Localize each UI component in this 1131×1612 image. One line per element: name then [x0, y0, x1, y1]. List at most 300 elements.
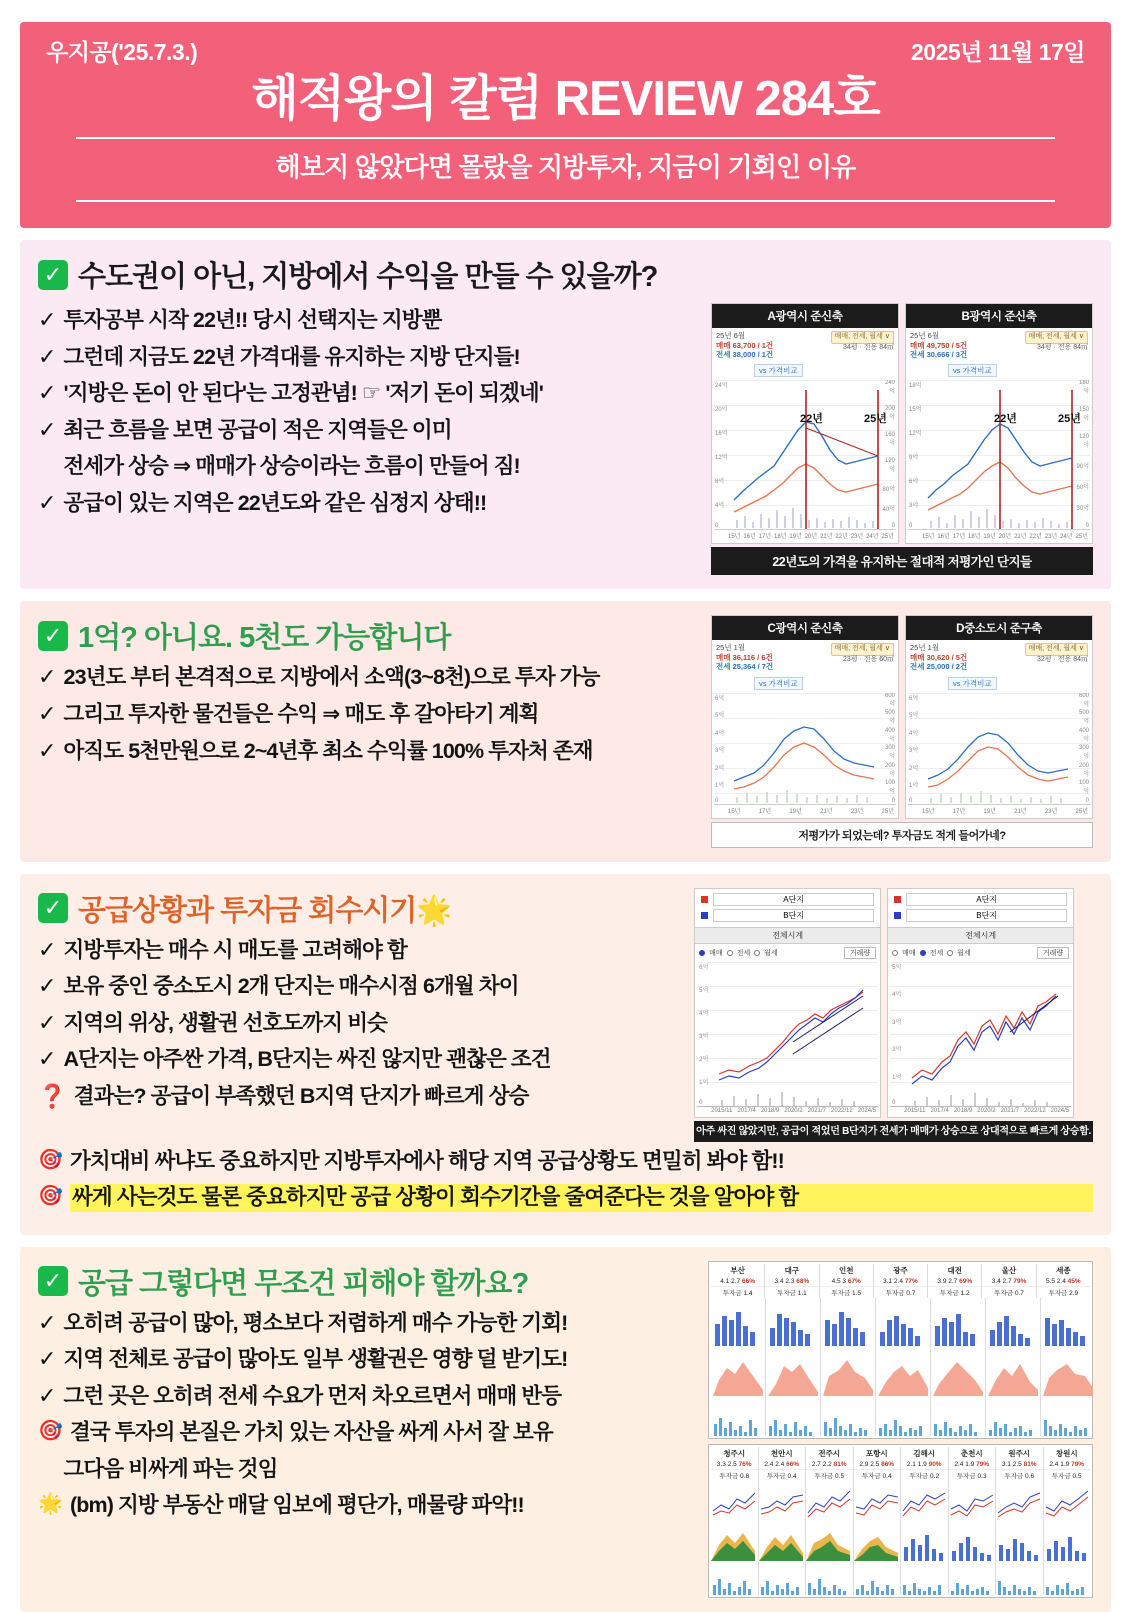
invest-value: 투자금 0.7: [982, 1286, 1035, 1298]
mini-line-chart: [996, 1481, 1043, 1521]
header-author: 우지공('25.7.3.): [46, 39, 198, 65]
mini-bar-chart-small: [931, 1396, 985, 1436]
check-mark-icon: ✓: [38, 1009, 56, 1035]
metric-values: 2.4 1.9 79%: [1049, 1460, 1085, 1468]
mini-area-chart: [986, 1350, 1040, 1396]
chart-y-axis-left: 6억 5억 4억 3억 2억 1억 0: [715, 695, 725, 804]
section-1-bullets: [38, 303, 701, 575]
section-1-header: [38, 254, 1093, 295]
mini-bar-chart: [876, 1298, 930, 1350]
chart-meta-sale: 매매 36,116 / 6건: [716, 652, 773, 662]
mini-bar-chart-small: [901, 1521, 948, 1561]
list-item-text: (bm) 지방 부동산 매달 임보에 평단가, 매물량 파악!!: [70, 1493, 524, 1518]
chart-meta: [712, 640, 898, 672]
star-icon: 🌟: [38, 1493, 63, 1516]
section-4-body: [38, 1261, 1093, 1598]
list-item-text: A단지는 아주싼 가격, B단지는 싸진 않지만 괜찮은 조건: [63, 1047, 551, 1072]
section-3-header: [38, 888, 684, 929]
section-2: [20, 601, 1111, 861]
chart-compare-tag[interactable]: vs 가격비교: [948, 677, 997, 690]
metric-values: 2.4 2.4 66%: [764, 1460, 800, 1468]
list-item: [38, 417, 701, 445]
radio-jeonse[interactable]: [920, 950, 926, 956]
list-item-text: 공급이 있는 지역은 22년도와 같은 심정지 상태!!: [63, 490, 487, 515]
section-2-header: [38, 615, 701, 656]
mini-bar-chart-small: [806, 1561, 853, 1595]
list-item: [38, 1492, 698, 1520]
metric-values: 3.4 2.7 79%: [991, 1277, 1027, 1285]
chart-title: A광역시 준신축: [712, 304, 898, 328]
list-item: [38, 937, 684, 965]
mini-area-chart: [821, 1350, 875, 1396]
legend-label-a: A단지: [713, 893, 874, 906]
chart-plot: [890, 962, 1071, 1107]
chart-y-axis-left: 6억 5억 4억 3억 2억 1억 0: [909, 695, 919, 804]
chart-filter-dropdown[interactable]: 매매, 전세, 월세 ∨: [831, 331, 894, 344]
section-3-chart-caption: 아주 싸진 않았지만, 공급이 적었던 B단지가 전세가 매매가 상승으로 상대적으로 빠르게 상승함.: [694, 1121, 1093, 1142]
city-label: 춘천시: [960, 1448, 983, 1458]
mini-area-chart: [766, 1350, 820, 1396]
invest-value: 투자금 1.5: [820, 1286, 873, 1298]
radio-label-wolse: 월세: [764, 949, 778, 957]
city-label: 대전: [947, 1265, 963, 1275]
chart-x-axis: 2015/11 2017/4 2018/9 2020/2 2021/7 2022/12 2024/5: [904, 1107, 1070, 1114]
list-item-text: 그리고 투자한 물건들은 수익 ⇒ 매도 후 갈아타기 계획: [63, 701, 539, 726]
svg-text:22년: 22년: [800, 413, 823, 426]
list-item-text: 그런 곳은 오히려 전세 수요가 먼저 차오르면서 매매 반등: [63, 1383, 562, 1408]
check-mark-icon: ✓: [38, 343, 56, 369]
chart-y-axis: 5억 4억 3억 2억 1억 0: [892, 964, 902, 1106]
list-item: [38, 453, 701, 481]
city-label: 김해시: [913, 1448, 936, 1458]
radio-wolse[interactable]: [947, 950, 953, 956]
mini-area-chart: [931, 1350, 985, 1396]
metric-values: 2.7 2.2 81%: [811, 1460, 847, 1468]
legend-color-b: [701, 912, 708, 919]
mini-bar-chart-small: [1044, 1521, 1091, 1561]
chart-lines: [697, 962, 884, 1107]
chart-card-a: [711, 303, 899, 544]
chart-area-label: 34평 · 전용 84㎡: [842, 344, 894, 352]
mini-bar-chart: [931, 1298, 985, 1350]
list-item-text: 전세가 상승 ⇒ 매매가 상승이라는 흐름이 만들어 짐!: [63, 454, 520, 479]
section-3-title: 공급상황과 투자금 회수시기🌟: [78, 894, 452, 927]
section-4-title: 공급 그렇다면 무조건 피해야 할까요?: [78, 1267, 529, 1300]
chart-y-axis-left: 18억 15억 12억 9억 6억 3억 0: [909, 383, 922, 530]
list-item: [38, 1346, 698, 1374]
list-item-text: '지방은 돈이 안 된다'는 고정관념! ☞ '저기 돈이 되겠네': [63, 381, 544, 406]
chart-lines: [890, 962, 1077, 1107]
radio-label-sale: 매매: [902, 949, 916, 957]
check-mark-icon: ✓: [38, 416, 56, 442]
list-item-text: 오히려 공급이 많아, 평소보다 저렴하게 매수 가능한 기회!: [63, 1310, 568, 1335]
grid-row-line: [711, 1481, 1090, 1521]
chart-period-band[interactable]: 전체시계: [888, 927, 1073, 944]
chart-compare-tag[interactable]: vs 가격비교: [754, 677, 803, 690]
list-item: [38, 490, 701, 518]
list-item-text: 23년도 부터 본격적으로 지방에서 소액(3~8천)으로 투자 가능: [63, 665, 600, 690]
section-2-body: [38, 615, 1093, 847]
section-3-body: [38, 888, 1093, 1142]
city-label: 광주: [893, 1265, 908, 1275]
mini-bar-chart-small: [901, 1561, 948, 1595]
volume-toggle[interactable]: 거래량: [844, 947, 876, 959]
chart-area-label: 23평 · 전용 60㎡: [842, 656, 894, 664]
check-mark-icon: ✓: [38, 936, 56, 962]
list-item: [38, 664, 701, 692]
chart-filter-dropdown[interactable]: 매매, 전세, 월세 ∨: [831, 643, 894, 656]
invest-value: 투자금 0.6: [996, 1469, 1043, 1481]
chart-y-axis-left: 24억 20억 16억 12억 8억 4억 0: [715, 383, 728, 530]
city-label: 대구: [784, 1265, 800, 1275]
svg-text:25년: 25년: [864, 413, 887, 426]
metric-values: 3.3 2.5 76%: [716, 1460, 752, 1468]
mini-bar-chart-small: [876, 1396, 930, 1436]
list-item-text: 결과는? 공급이 부족했던 B지역 단지가 빠르게 상승: [73, 1083, 529, 1108]
mini-bar-chart-small: [986, 1396, 1040, 1436]
mini-bar-chart: [711, 1298, 765, 1350]
list-item-text: 가치대비 싸냐도 중요하지만 지방투자에사 해당 지역 공급상황도 면밀히 봐야 함!!: [70, 1148, 784, 1173]
mini-line-chart: [1044, 1481, 1091, 1521]
list-item: [38, 1310, 698, 1338]
chart-title: C광역시 준신축: [712, 616, 898, 640]
metric-values: 3.4 2.3 68%: [774, 1277, 810, 1285]
mini-area-chart: [876, 1350, 930, 1396]
section-3-charts: [694, 888, 1093, 1142]
check-mark-icon: ✓: [38, 1309, 56, 1335]
list-item: [38, 307, 701, 335]
mini-bar-chart-small: [1041, 1396, 1095, 1436]
list-item-text: 최근 흐름을 보면 공급이 적은 지역들은 이미: [63, 417, 452, 442]
check-icon: ✓: [38, 621, 68, 651]
chart-meta-jeonse: 전세 38,000 / 1건: [716, 350, 774, 360]
section-1: [20, 240, 1111, 589]
legend-color-b: [894, 912, 901, 919]
chart-meta-jeonse: 전세 30,666 / 3건: [910, 350, 968, 360]
check-mark-icon: ✓: [38, 307, 56, 333]
chart-meta-date: 25년 1월: [910, 643, 940, 653]
mini-bar-chart: [821, 1298, 875, 1350]
chart-card-b: [905, 303, 1093, 544]
chart-controls[interactable]: [888, 944, 1073, 962]
radio-sale[interactable]: [699, 950, 705, 956]
section-4-text: [38, 1261, 698, 1598]
grid-row-invest: [711, 1286, 1090, 1298]
list-item-text: 싸게 사는것도 물론 중요하지만 공급 상황이 회수기간을 줄여준다는 것을 알아야 함: [70, 1184, 1093, 1212]
chart-card-d: [905, 615, 1093, 818]
chart-meta-jeonse: 전세 25,000 / 2건: [910, 662, 968, 672]
city-label: 부산: [730, 1265, 745, 1275]
chart-meta: [906, 328, 1092, 360]
grid-row-invest: [711, 1469, 1090, 1481]
list-item: [38, 380, 701, 408]
mini-area-chart: [711, 1521, 758, 1561]
radio-wolse[interactable]: [754, 950, 760, 956]
svg-text:25년: 25년: [1058, 413, 1081, 426]
section-4-grids: [708, 1261, 1093, 1598]
chart-meta-date: 25년 6월: [716, 331, 746, 341]
grid-row-bars: [711, 1298, 1090, 1350]
check-mark-icon: ✓: [38, 1346, 56, 1372]
mini-bar-chart-small: [711, 1396, 765, 1436]
header-top-row: [46, 34, 1085, 67]
list-item-text: 그런데 지금도 22년 가격대를 유지하는 지방 단지들!: [63, 344, 520, 369]
chart-y-axis-right: 600억 500억 400억 300억 200억 100억 0: [1078, 692, 1089, 804]
check-mark-icon: ✓: [38, 489, 56, 515]
list-item: [38, 1083, 684, 1111]
mini-area-chart: [806, 1521, 853, 1561]
legend-label-a: A단지: [906, 893, 1067, 906]
chart-area-label: 34평 · 전용 84㎡: [1036, 344, 1088, 352]
check-icon: ✓: [38, 893, 68, 923]
section-4: [20, 1247, 1111, 1612]
radio-label-wolse: 월세: [957, 949, 971, 957]
invest-value: 투자금 0.3: [949, 1469, 996, 1481]
check-icon: ✓: [38, 260, 68, 290]
metric-values: 2.9 2.5 86%: [859, 1460, 895, 1468]
grid-row-bottom-bars2: [711, 1561, 1090, 1595]
mini-bar-chart-small: [949, 1521, 996, 1561]
radio-label-sale: 매매: [709, 949, 723, 957]
invest-value: 투자금 1.4: [711, 1286, 764, 1298]
chart-filter-dropdown[interactable]: 매매, 전세, 월세 ∨: [1025, 643, 1088, 656]
mini-bar-chart-small: [821, 1396, 875, 1436]
grid-row-numbers: [711, 1460, 1090, 1469]
list-item-text: 지방투자는 매수 시 매도를 고려해야 함: [63, 937, 407, 962]
metro-supply-grid: [708, 1261, 1093, 1439]
legend-color-a: [894, 896, 901, 903]
page-title: 해적왕의 칼럼 REVIEW 284호: [251, 72, 880, 126]
invest-value: 투자금 0.4: [759, 1469, 806, 1481]
mini-area-chart: [854, 1521, 901, 1561]
header-divider-bottom: [76, 200, 1055, 202]
section-4-header: [38, 1261, 698, 1302]
check-mark-icon: ✓: [38, 737, 56, 763]
list-item: [38, 738, 701, 766]
chart-x-axis: 15년 17년 19년 21년 23년 25년: [922, 808, 1088, 815]
invest-value: 투자금 0.4: [854, 1469, 901, 1481]
compare-chart-right: [887, 888, 1074, 1118]
invest-value: 투자금 1.2: [928, 1286, 981, 1298]
list-item: [38, 1148, 1093, 1176]
list-item-text: 결국 투자의 본질은 가치 있는 자산을 싸게 사서 잘 보유: [70, 1420, 553, 1445]
mini-line-chart: [949, 1481, 996, 1521]
mini-bar-chart: [766, 1298, 820, 1350]
chart-legend: [888, 889, 1073, 927]
chart-lines: [714, 693, 896, 805]
mini-bar-chart-small: [996, 1521, 1043, 1561]
city-label: 세종: [1056, 1265, 1071, 1275]
mini-area-chart: [1041, 1350, 1095, 1396]
compare-chart-left: [694, 888, 881, 1118]
metric-values: 3.9 2.7 69%: [937, 1277, 973, 1285]
mini-area-chart: [711, 1350, 765, 1396]
metric-values: 5.5 2.4 45%: [1045, 1277, 1081, 1285]
chart-filter-dropdown[interactable]: 매매, 전세, 월세 ∨: [1025, 331, 1088, 344]
section-1-chart-caption: 22년도의 가격을 유지하는 절대적 저평가인 단지들: [711, 547, 1093, 575]
chart-lines: [908, 693, 1090, 805]
mini-bar-chart-small: [766, 1396, 820, 1436]
grid-row-area2: [711, 1521, 1090, 1561]
legend-color-a: [701, 896, 708, 903]
chart-legend: [695, 889, 880, 927]
target-icon: 🎯: [38, 1185, 63, 1208]
header-divider-top: [76, 137, 1055, 139]
chart-lines: [908, 380, 1090, 530]
list-item: [38, 1046, 684, 1074]
chart-title: D중소도시 준구축: [906, 616, 1092, 640]
chart-meta: [712, 328, 898, 360]
list-item: [38, 1456, 698, 1484]
list-item-text: 지역의 위상, 생활권 선호도까지 비슷: [63, 1010, 387, 1035]
list-item: [38, 1419, 698, 1447]
section-1-body: [38, 303, 1093, 575]
mini-line-chart: [854, 1481, 901, 1521]
chart-plot: [908, 380, 1090, 530]
mini-line-chart: [901, 1481, 948, 1521]
chart-meta: [906, 640, 1092, 672]
list-item-highlighted: [38, 1184, 1093, 1212]
page-subtitle: 해보지 않았다면 몰랐을 지방투자, 지금이 기회인 이유: [275, 152, 856, 183]
legend-label-b: B단지: [713, 909, 874, 922]
section-3-footer-bullets: [38, 1148, 1093, 1212]
grid-row-area: [711, 1350, 1090, 1396]
invest-value: 투자금 0.7: [874, 1286, 927, 1298]
city-label: 포항시: [865, 1448, 888, 1458]
mini-line-chart: [711, 1481, 758, 1521]
list-item-text: 그다음 비싸게 파는 것임: [63, 1456, 278, 1481]
chart-meta-sale: 매매 63,700 / 1건: [716, 340, 774, 350]
mini-bar-chart-small: [711, 1561, 758, 1595]
chart-y-axis-right: 180억 150억 120억 90억 60억 30억 0: [1076, 380, 1089, 530]
city-label: 창원시: [1055, 1448, 1078, 1458]
mini-bar-chart: [1041, 1298, 1095, 1350]
chart-meta-date: 25년 6월: [910, 331, 940, 341]
metric-values: 4.5 3 67%: [831, 1277, 861, 1285]
chart-card-c: [711, 615, 899, 818]
mini-bar-chart-small: [996, 1561, 1043, 1595]
chart-y-axis: 6억 5억 4억 3억 2억 1억 0: [699, 964, 709, 1106]
mini-line-chart: [806, 1481, 853, 1521]
list-item-text: 투자공부 시작 22년!! 당시 선택지는 지방뿐: [63, 308, 442, 333]
chart-x-axis: 2015/11 2017/4 2018/9 2020/2 2021/7 2022/12 2024/5: [711, 1107, 877, 1114]
chart-y-axis-right: 240억 200억 160억 120억 80억 40억 0: [882, 380, 895, 530]
chart-plot: [714, 380, 896, 530]
check-mark-icon: ✓: [38, 1382, 56, 1408]
metric-values: 3.1 2.5 81%: [1001, 1460, 1037, 1468]
check-mark-icon: ✓: [38, 1046, 56, 1072]
list-item: [38, 1383, 698, 1411]
chart-meta-jeonse: 전세 25,364 / 7건: [716, 662, 774, 672]
city-label: 원주시: [1008, 1448, 1031, 1458]
chart-meta-sale: 매매 49,750 / 5건: [910, 340, 968, 350]
chart-area-label: 32평 · 전용 84㎡: [1036, 656, 1088, 664]
metric-values: 2.1 1.9 90%: [906, 1460, 942, 1468]
chart-y-axis-right: 600억 500억 400억 300억 200억 100억 0: [884, 692, 895, 804]
target-icon: 🎯: [38, 1148, 63, 1171]
section-1-charts: [711, 303, 1093, 575]
check-mark-icon: ✓: [38, 664, 56, 690]
city-label: 청주시: [723, 1448, 746, 1458]
document-header: [20, 22, 1111, 228]
section-1-title: 수도권이 아닌, 지방에서 수익을 만들 수 있을까?: [78, 261, 658, 294]
chart-x-axis: 15년 16년 17년 18년 19년 20년 21년 22년 23년 24년 25년: [922, 534, 1088, 541]
invest-value: 투자금 2.9: [1037, 1286, 1090, 1298]
chart-plot: [697, 962, 878, 1107]
chart-meta-date: 25년 1월: [716, 643, 746, 653]
city-label: 전주시: [818, 1448, 841, 1458]
city-label: 인천: [838, 1265, 854, 1275]
section-2-text: [38, 615, 701, 847]
radio-label-jeonse: 전세: [929, 949, 944, 957]
chart-period-band[interactable]: 전체시계: [695, 927, 880, 944]
radio-jeonse[interactable]: [727, 950, 733, 956]
grid-row-bottom-bars: [711, 1396, 1090, 1436]
chart-x-axis: 15년 17년 19년 21년 23년 25년: [728, 808, 894, 815]
volume-toggle[interactable]: 거래량: [1037, 947, 1069, 959]
invest-value: 투자금 1.1: [765, 1286, 818, 1298]
list-item: [38, 1010, 684, 1038]
legend-label-b: B단지: [906, 909, 1067, 922]
mini-line-chart: [759, 1481, 806, 1521]
check-mark-icon: ✓: [38, 973, 56, 999]
city-label: 천안시: [770, 1448, 793, 1458]
invest-value: 투자금 0.5: [806, 1469, 853, 1481]
chart-controls[interactable]: [695, 944, 880, 962]
check-icon: ✓: [38, 1266, 68, 1296]
chart-x-axis: 15년 16년 17년 18년 19년 20년 21년 22년 23년 24년 25년: [728, 534, 894, 541]
section-2-chart-caption: 저평가가 되었는데? 투자금도 적게 들어가네?: [711, 822, 1093, 848]
invest-value: 투자금 0.5: [1044, 1469, 1091, 1481]
grid-row-city: [711, 1264, 1090, 1277]
mini-bar-chart-small: [1044, 1561, 1091, 1595]
check-mark-icon: ✓: [38, 380, 56, 406]
list-item: [38, 344, 701, 372]
list-item-text: 지역 전체로 공급이 많아도 일부 생활권은 영향 덜 받기도!: [63, 1347, 568, 1372]
city-supply-grid: [708, 1444, 1093, 1598]
chart-lines: [714, 380, 896, 530]
mini-bar-chart-small: [949, 1561, 996, 1595]
section-2-title: 1억? 아니요. 5천도 가능합니다: [78, 622, 451, 655]
chart-compare-tag[interactable]: vs 가격비교: [754, 364, 803, 377]
chart-meta-sale: 매매 30,620 / 5건: [910, 652, 968, 662]
metric-values: 2.4 1.9 79%: [954, 1460, 990, 1468]
grid-row-numbers: [711, 1277, 1090, 1286]
invest-value: 투자금 0.8: [711, 1469, 758, 1481]
chart-plot: [714, 693, 896, 805]
question-mark-icon: ❓: [38, 1082, 66, 1109]
mini-bar-chart: [986, 1298, 1040, 1350]
section-2-charts: [711, 615, 1093, 847]
list-item-text: 보유 중인 중소도시 2개 단지는 매수시점 6개월 차이: [63, 974, 519, 999]
metric-values: 4.1 2.7 66%: [720, 1277, 755, 1285]
radio-sale[interactable]: [892, 950, 898, 956]
mini-bar-chart-small: [759, 1561, 806, 1595]
list-item: [38, 701, 701, 729]
metric-values: 3.1 2.4 77%: [883, 1277, 918, 1285]
grid-row-city: [711, 1447, 1090, 1460]
radio-label-jeonse: 전세: [736, 949, 751, 957]
check-mark-icon: ✓: [38, 700, 56, 726]
svg-text:22년: 22년: [994, 413, 1017, 426]
mini-area-chart: [759, 1521, 806, 1561]
invest-value: 투자금 0.2: [901, 1469, 948, 1481]
section-3: [20, 874, 1111, 1235]
chart-compare-tag[interactable]: vs 가격비교: [948, 364, 997, 377]
mini-bar-chart-small: [854, 1561, 901, 1595]
target-icon: 🎯: [38, 1420, 63, 1443]
chart-plot: [908, 693, 1090, 805]
